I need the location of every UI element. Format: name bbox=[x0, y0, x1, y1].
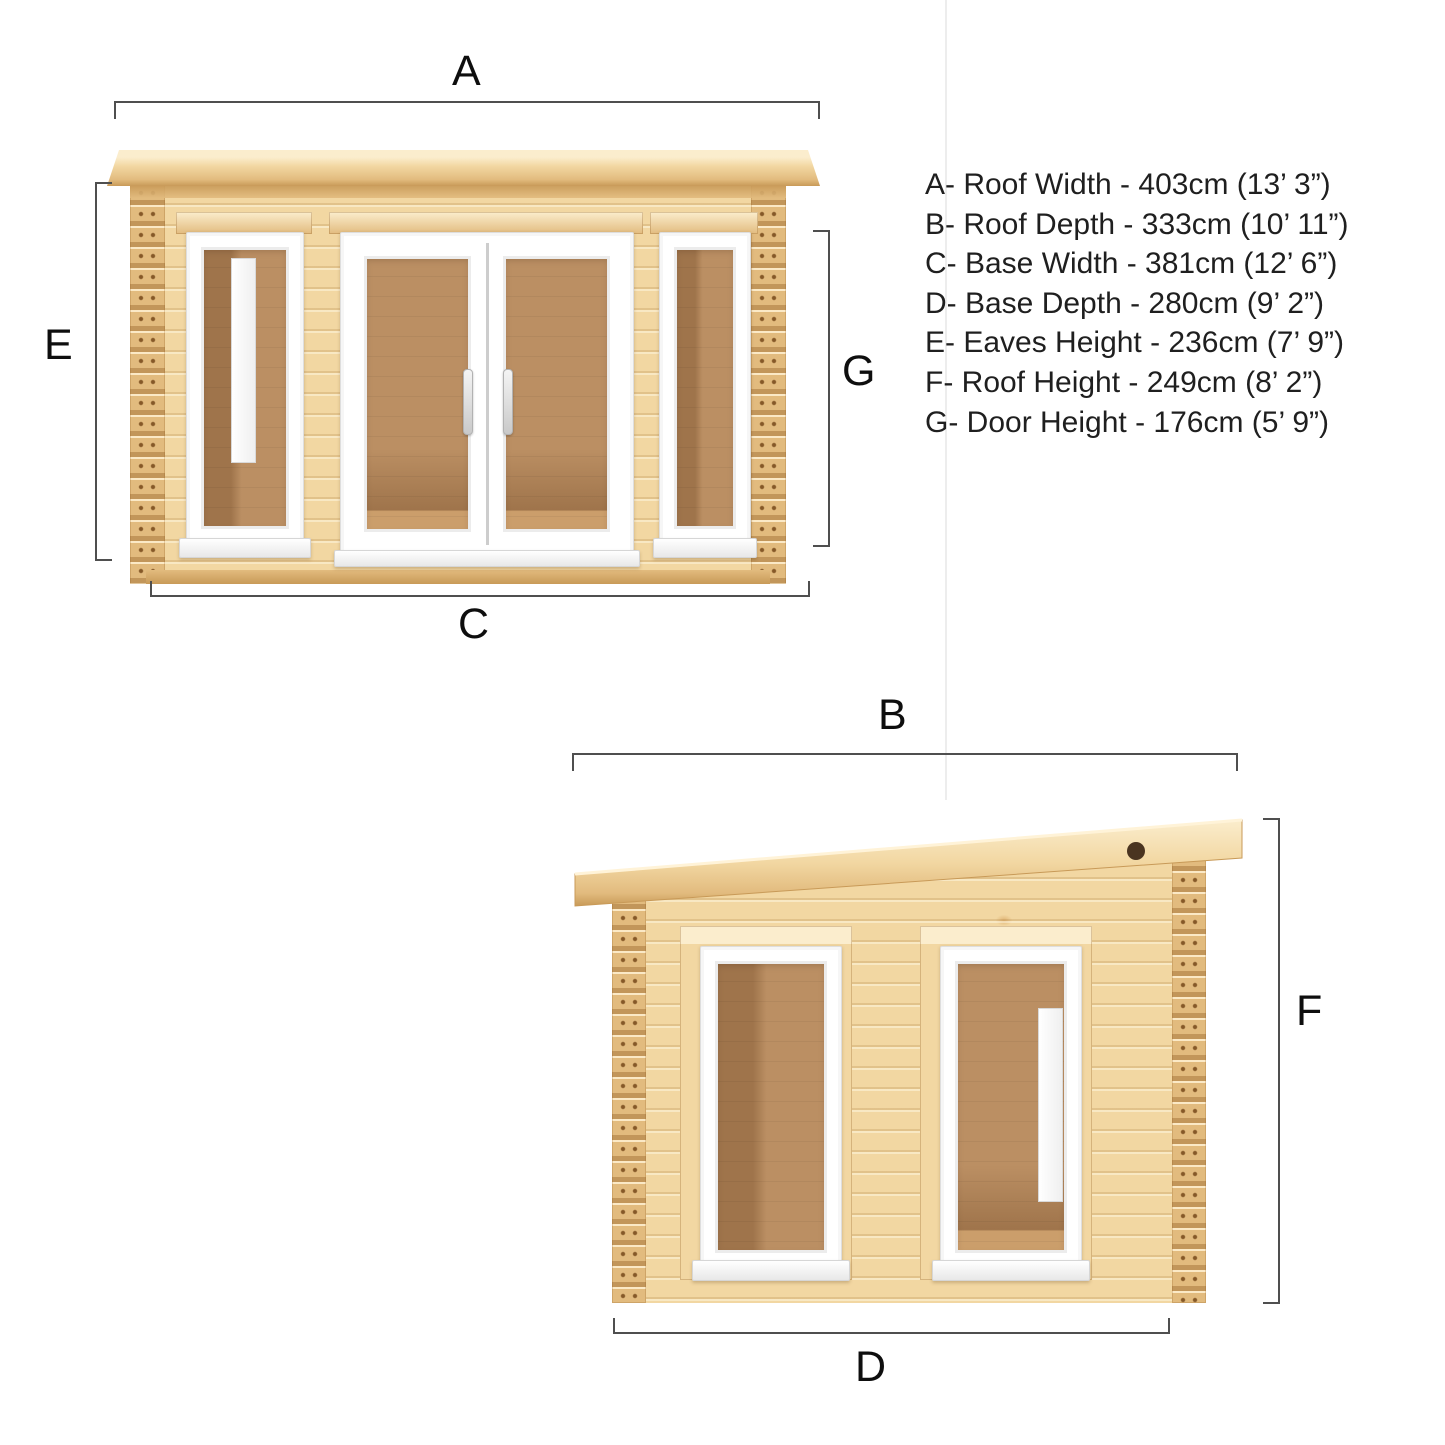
open-inner-sash bbox=[231, 258, 256, 463]
side-window-2-glass bbox=[955, 961, 1067, 1253]
dim-bracket-roof-depth bbox=[572, 753, 1238, 771]
legend-line-a: A- Roof Width - 403cm (13’ 3”) bbox=[925, 168, 1331, 201]
front-left-window-glass bbox=[201, 247, 289, 529]
door-handle-right bbox=[503, 369, 513, 435]
legend-line-f: F- Roof Height - 249cm (8’ 2”) bbox=[925, 365, 1323, 399]
side-window-1-glass bbox=[715, 961, 827, 1253]
front-left-window-sill bbox=[179, 538, 311, 558]
door-threshold bbox=[334, 550, 640, 567]
open-inner-door-edge bbox=[1038, 1008, 1062, 1203]
front-right-window bbox=[659, 232, 751, 544]
legend-line-d: D- Base Depth - 280cm (9’ 2”) bbox=[925, 286, 1325, 320]
front-left-window-header bbox=[176, 212, 312, 234]
door-left-glass bbox=[364, 256, 471, 532]
front-left-corner-logs bbox=[130, 184, 165, 584]
side-window-2 bbox=[940, 946, 1082, 1268]
door-right-glass bbox=[503, 256, 610, 532]
dim-bracket-base-depth bbox=[613, 1318, 1170, 1334]
legend-line-b: B- Roof Depth - 333cm (10’ 11”) bbox=[925, 207, 1349, 241]
dim-bracket-base-width bbox=[150, 581, 810, 597]
front-right-window-glass bbox=[674, 247, 736, 529]
side-right-corner-logs bbox=[1172, 850, 1206, 1303]
side-window-1 bbox=[700, 946, 842, 1268]
dim-label-eaves-height: E bbox=[44, 321, 74, 369]
legend-line-c: C- Base Width - 381cm (12’ 6”) bbox=[925, 247, 1338, 281]
door-center-gap bbox=[486, 243, 489, 545]
front-right-window-header bbox=[650, 212, 758, 234]
door-header bbox=[329, 212, 643, 234]
front-roof bbox=[107, 150, 820, 186]
dimension-legend bbox=[925, 165, 1349, 442]
side-window-1-sill bbox=[692, 1260, 850, 1281]
dim-bracket-eaves-height bbox=[95, 182, 112, 561]
roof-vent-hole bbox=[1127, 842, 1145, 860]
dim-label-base-depth: D bbox=[855, 1343, 888, 1391]
front-right-window-sill bbox=[653, 538, 757, 558]
legend-line-e: E- Eaves Height - 236cm (7’ 9”) bbox=[925, 326, 1345, 360]
double-door bbox=[340, 232, 634, 556]
dim-bracket-roof-height bbox=[1263, 818, 1280, 1304]
legend-line-g: G- Door Height - 176cm (5’ 9”) bbox=[925, 405, 1330, 439]
front-eave-shadow bbox=[130, 186, 786, 198]
dim-label-base-width: C bbox=[458, 600, 491, 648]
dim-label-door-height: G bbox=[842, 347, 877, 395]
side-window-2-sill bbox=[932, 1260, 1090, 1281]
side-roof bbox=[570, 812, 1250, 916]
side-left-corner-logs bbox=[612, 888, 646, 1303]
dim-bracket-roof-width bbox=[114, 101, 820, 119]
dim-label-roof-width: A bbox=[452, 47, 482, 95]
dim-bracket-door-height bbox=[813, 230, 830, 547]
dim-label-roof-depth: B bbox=[878, 691, 908, 739]
front-right-corner-logs bbox=[751, 184, 786, 584]
dim-label-roof-height: F bbox=[1296, 987, 1324, 1035]
door-handle-left bbox=[463, 369, 473, 435]
front-left-window bbox=[186, 232, 304, 544]
